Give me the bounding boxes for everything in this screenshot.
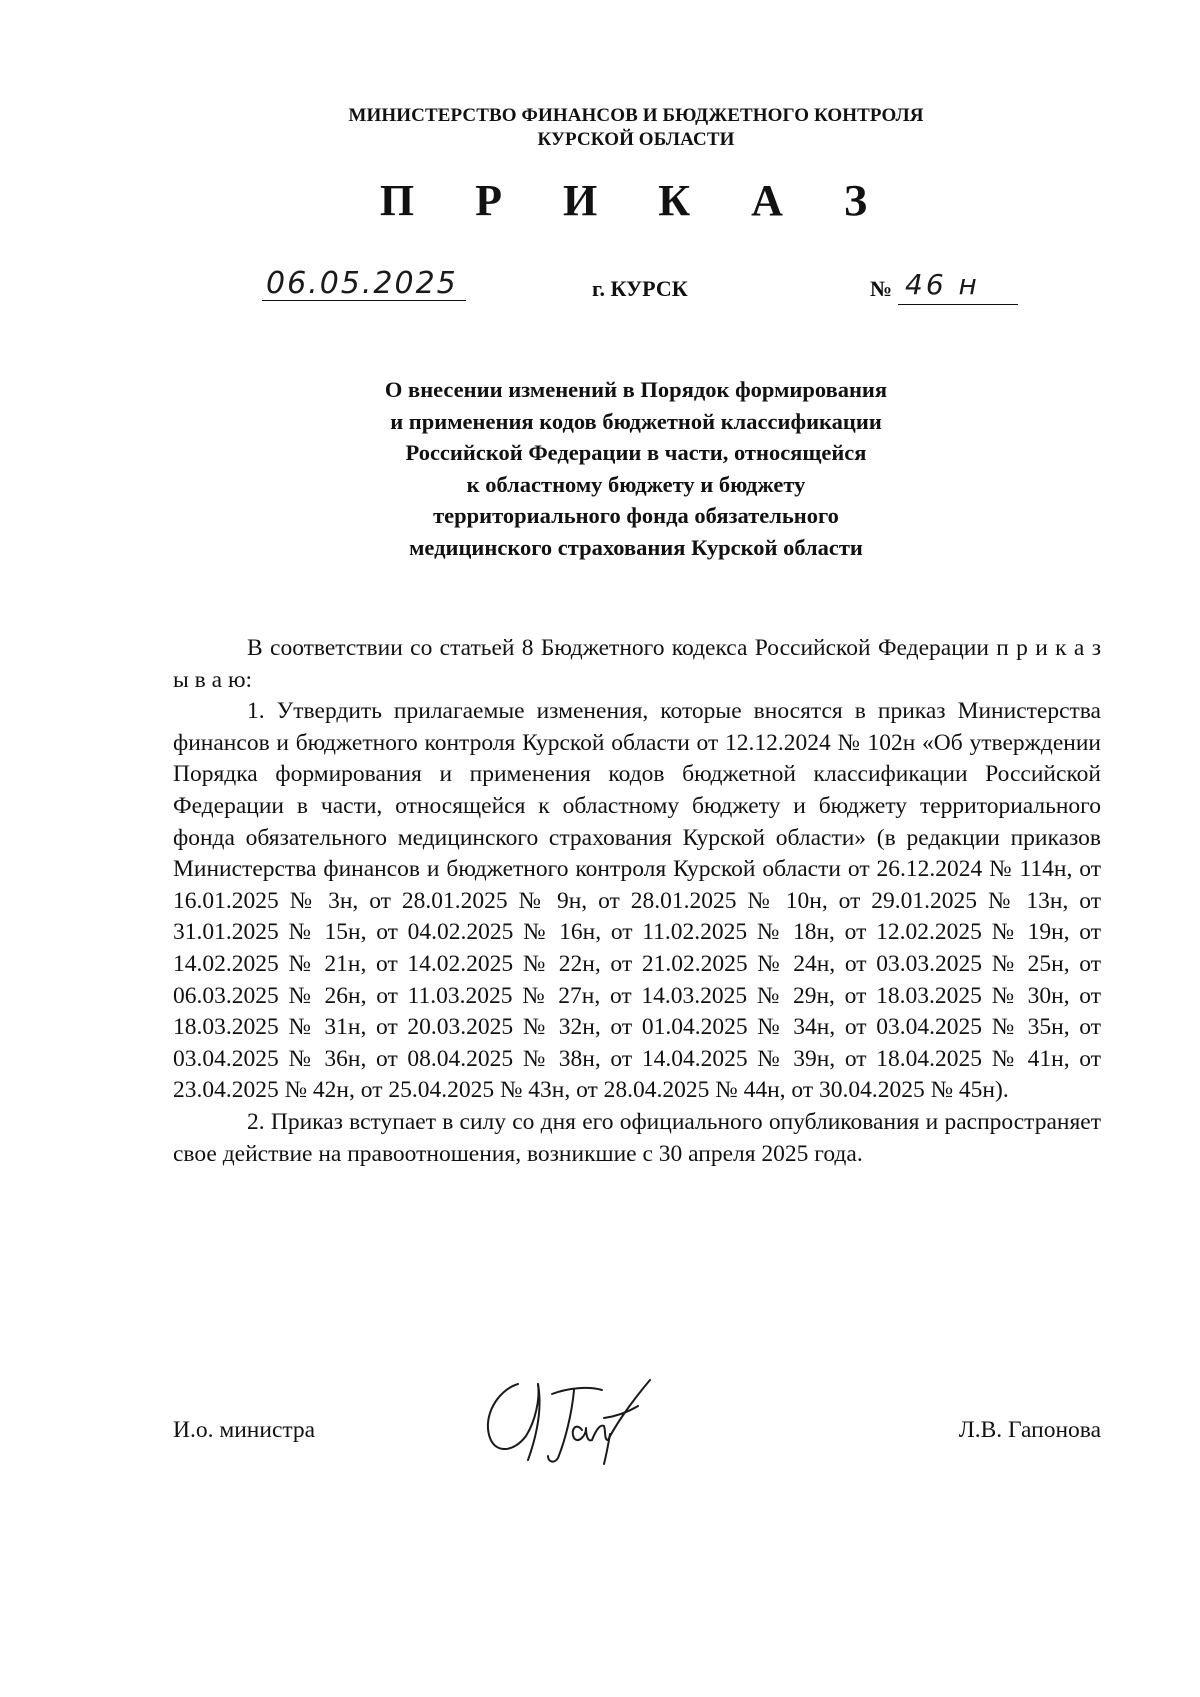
order-body <box>173 633 1101 1170</box>
subject-line: территориального фонда обязательного <box>433 503 839 528</box>
order-date: 06.05.2025 <box>266 266 458 301</box>
order-number: 46 н <box>905 268 980 301</box>
body-paragraph-preamble: В соответствии со статьей 8 Бюджетного кодекса Российской Федерации п р и к а з ы в а ю: <box>173 635 1101 693</box>
subject-line: О внесении изменений в Порядок формирования <box>384 377 888 402</box>
ministry-line-1: МИНИСТЕРСТВО ФИНАНСОВ И БЮДЖЕТНОГО КОНТРОЛЯ <box>348 105 924 126</box>
body-paragraph-item-2: 2. Приказ вступает в силу со дня его официального опубликования и распространяет свое действие на правоотношения, возникшие с 30 апреля 2025 года. <box>173 1108 1101 1167</box>
ministry-header <box>0 104 1200 152</box>
subject-line: Российской Федерации в части, относящейся <box>405 440 867 465</box>
document-title: П Р И К А З <box>379 176 893 225</box>
order-subject <box>0 374 1200 563</box>
subject-line: и применения кодов бюджетной классификации <box>390 408 882 434</box>
ministry-line-2: КУРСКОЙ ОБЛАСТИ <box>537 129 735 150</box>
signatory-name: Л.В. Гапонова <box>958 1417 1101 1443</box>
handwritten-signature-icon <box>478 1376 658 1466</box>
subject-line: к областному бюджету и бюджету <box>466 471 806 497</box>
city-label: г. КУРСК <box>592 276 688 301</box>
subject-line: медицинского страхования Курской области <box>409 534 863 560</box>
number-sign: № <box>870 276 893 301</box>
body-paragraph-item-1: 1. Утвердить прилагаемые изменения, которые вносятся в приказ Министерства финансов и бюджетного контроля Курской области от 12.12.2024 № 102н «Об утверждении Порядка формирования и применения кодов бюджетной классификации Российской Федерации в части, относящейся к областному бюджету и бюджету территориального фонда обязательного медицинского страхования Курской области» (в редакции приказов Министерства финансов и бюджетного контроля Курской области от 26.12.2024 № 114н, от 16.01.2025 № 3н, от 28.01.2025 № 9н, от 28.01.2025 № 10н, от 29.01.2025 № 13н, от 31.01.2025 № 15н, от 04.02.2025 № 16н, от 11.02.2025 № 18н, от 12.02.2025 № 19н, от 14.02.2025 № 21н, от 14.02.2025 № 22н, от 21.02.2025 № 24н, от 03.03.2025 № 25н, от 06.03.2025 № 26н, от 11.03.2025 № 27н, от 14.03.2025 № 29н, от 18.03.2025 № 30н, от 18.03.2025 № 31н, от 20.03.2025 № 32н, от 01.04.2025 № 34н, от 03.04.2025 № 35н, от 03.04.2025 № 36н, от 08.04.2025 № 38н, от 14.04.2025 № 39н, от 18.04.2025 № 41н, от 23.04.2025 № 42н, от 25.04.2025 № 43н, от 28.04.2025 № 44н, от 30.04.2025 № 45н). <box>173 698 1101 1104</box>
signatory-role: И.о. министра <box>173 1417 316 1443</box>
